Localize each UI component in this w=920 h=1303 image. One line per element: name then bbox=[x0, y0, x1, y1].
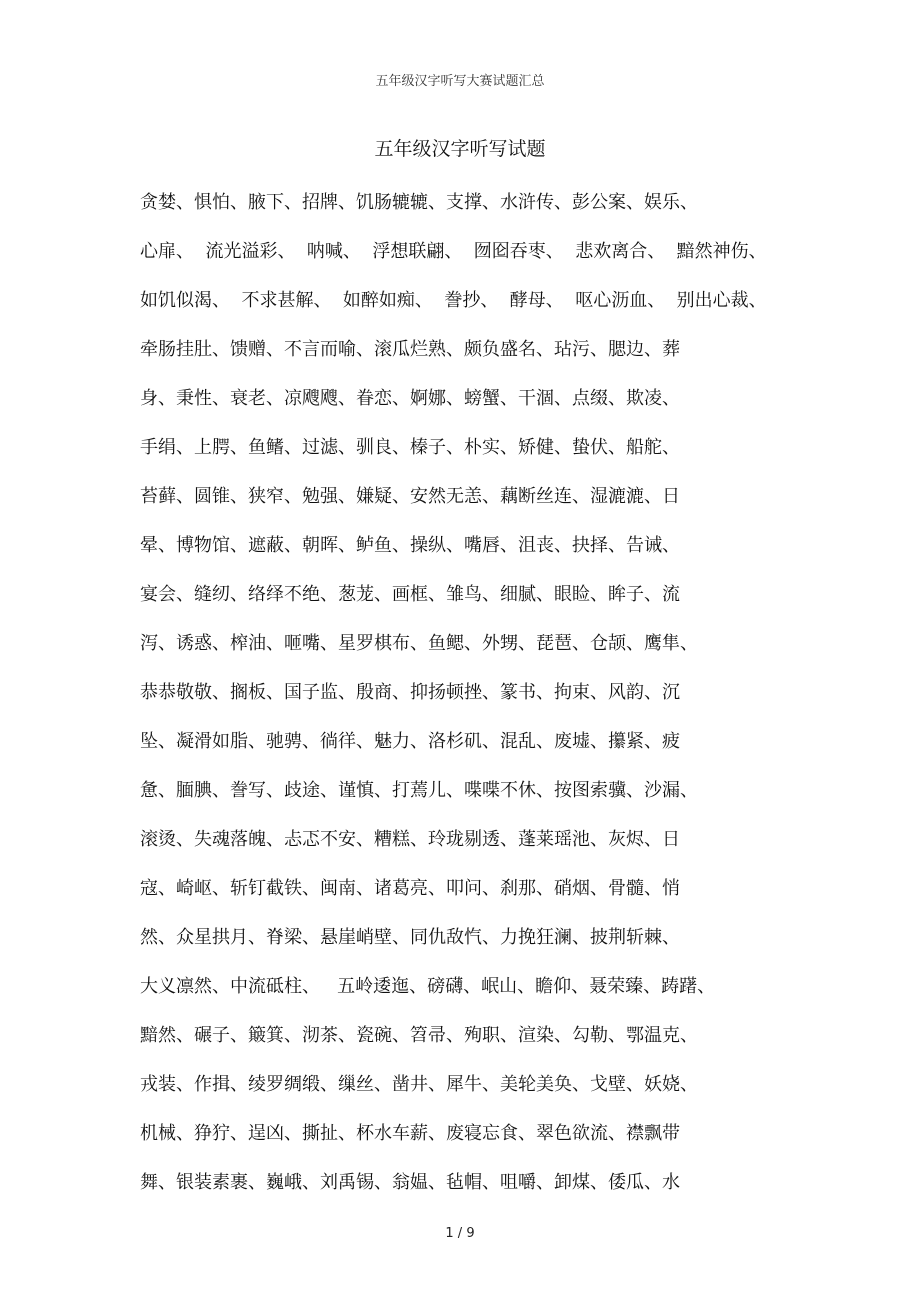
word-line: 心扉、 流光溢彩、 呐喊、 浮想联翩、 囫囵吞枣、 悲欢离合、 黯然神伤、 bbox=[140, 241, 767, 262]
word-line: 滚烫、失魂落魄、忐忑不安、糟糕、玲珑剔透、蓬莱瑶池、灰烬、日 bbox=[140, 829, 680, 850]
word-line: 恭恭敬敬、搁板、国子监、殷商、抑扬顿挫、篆书、拘束、风韵、沉 bbox=[140, 682, 680, 703]
page-title: 五年级汉字听写试题 bbox=[374, 138, 546, 160]
word-line: 晕、博物馆、遮蔽、朝晖、鲈鱼、操纵、嘴唇、沮丧、抉择、告诫、 bbox=[140, 535, 680, 556]
word-line: 苔藓、圆锥、狭窄、勉强、嫌疑、安然无恙、藕断丝连、湿漉漉、日 bbox=[140, 486, 680, 507]
word-list bbox=[140, 184, 800, 1213]
word-line: 机械、狰狞、逞凶、撕扯、杯水车薪、废寝忘食、翠色欲流、襟飘带 bbox=[140, 1123, 680, 1144]
word-line: 惫、腼腆、誊写、歧途、谨慎、打蔫儿、喋喋不休、按图索骥、沙漏、 bbox=[140, 780, 698, 801]
word-line: 身、秉性、衰老、凉飕飕、眷恋、婀娜、螃蟹、干涸、点缀、欺凌、 bbox=[140, 388, 680, 409]
word-line: 贪婪、惧怕、腋下、招牌、饥肠辘辘、支撑、水浒传、彭公案、娱乐、 bbox=[140, 192, 698, 213]
word-line: 戎装、作揖、绫罗绸缎、缫丝、凿井、犀牛、美轮美奂、戈壁、妖娆、 bbox=[140, 1074, 698, 1095]
running-header: 五年级汉字听写大赛试题汇总 bbox=[375, 74, 545, 89]
word-line: 然、众星拱月、脊梁、悬崖峭壁、同仇敌忾、力挽狂澜、披荆斩棘、 bbox=[140, 927, 680, 948]
word-line: 手绢、上腭、鱼鳍、过滤、驯良、榛子、朴实、矫健、蛰伏、船舵、 bbox=[140, 437, 680, 458]
page-number: 1 / 9 bbox=[445, 1226, 475, 1241]
word-line: 大义凛然、中流砥柱、 五岭逶迤、磅礴、岷山、瞻仰、聂荣臻、踌躇、 bbox=[140, 976, 716, 997]
word-line: 寇、崎岖、斩钉截铁、闽南、诸葛亮、叩问、刹那、硝烟、骨髓、悄 bbox=[140, 878, 680, 899]
word-line: 宴会、缝纫、络绎不绝、葱茏、画框、雏鸟、细腻、眼睑、眸子、流 bbox=[140, 584, 680, 605]
word-line: 黯然、碾子、簸箕、沏茶、瓷碗、笤帚、殉职、渲染、勾勒、鄂温克、 bbox=[140, 1025, 698, 1046]
word-line: 坠、凝滑如脂、驰骋、徜徉、魅力、洛杉矶、混乱、废墟、攥紧、疲 bbox=[140, 731, 680, 752]
word-line: 如饥似渴、 不求甚解、 如醉如痴、 誊抄、 酵母、 呕心沥血、 别出心裁、 bbox=[140, 290, 767, 311]
word-line: 牵肠挂肚、馈赠、不言而喻、滚瓜烂熟、颇负盛名、玷污、腮边、葬 bbox=[140, 339, 680, 360]
word-line: 舞、银装素裹、巍峨、刘禹锡、翁媪、毡帽、咀嚼、卸煤、倭瓜、水 bbox=[140, 1172, 680, 1193]
word-line: 泻、诱惑、榨油、咂嘴、星罗棋布、鱼鳃、外甥、琵琶、仓颉、鹰隼、 bbox=[140, 633, 698, 654]
